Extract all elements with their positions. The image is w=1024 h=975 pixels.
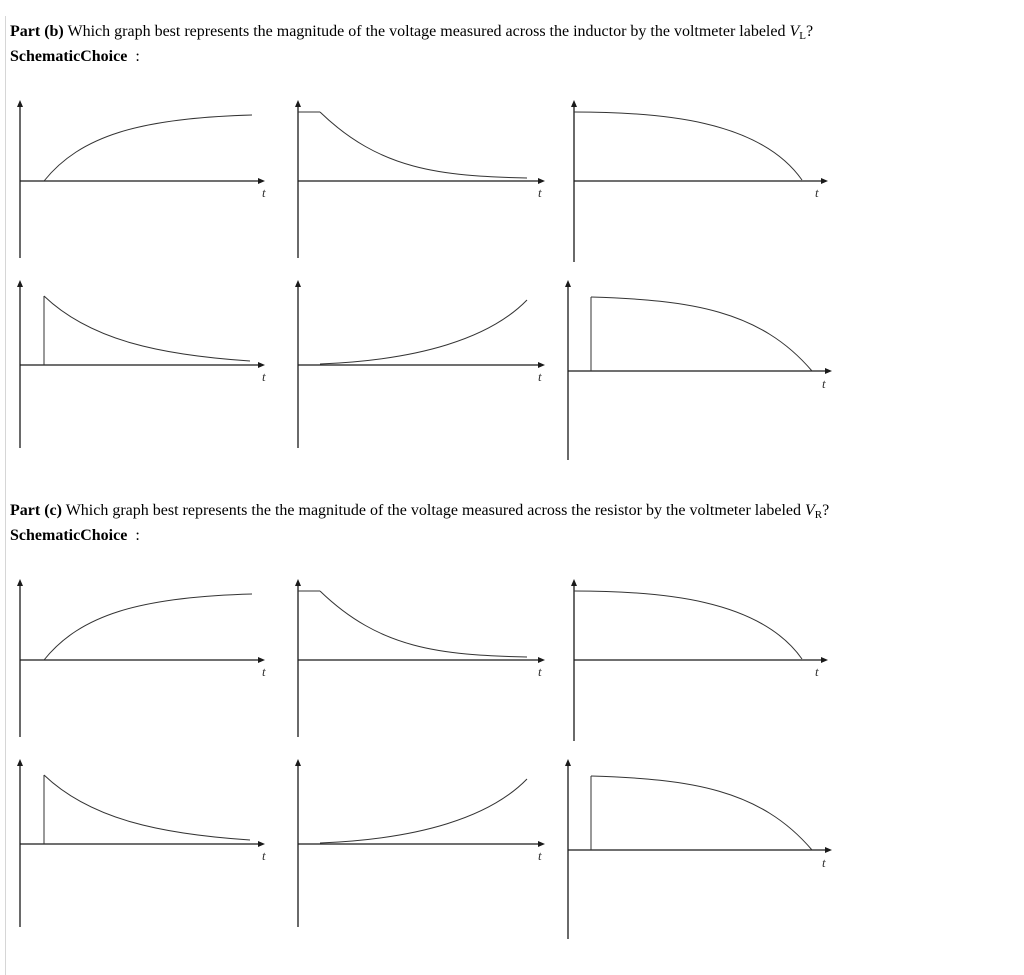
part-b-choice-title-text: SchematicChoice — [10, 48, 128, 65]
part-c-choice-4-step-then-decaying-curve[interactable] — [14, 755, 273, 929]
part-b-choice-1-rising-saturating-curve[interactable] — [14, 96, 273, 260]
part-c-graphs-svg — [0, 569, 860, 939]
part-b-choice-2-decaying-curve-from-plateau[interactable] — [292, 96, 553, 260]
time-axis-label: t — [815, 185, 819, 200]
choice-hit-area[interactable] — [14, 276, 273, 450]
part-b-choice-6-step-then-falling-curve[interactable] — [562, 276, 840, 460]
time-axis-label: t — [822, 376, 826, 391]
time-axis-label: t — [262, 664, 266, 679]
part-c-choice-2-decaying-curve-from-plateau[interactable] — [292, 575, 553, 739]
part-c-choice-separator: : — [135, 527, 140, 544]
time-axis-label: t — [538, 848, 542, 863]
choice-hit-area[interactable] — [14, 96, 273, 260]
part-b-voltmeter-symbol: V — [789, 23, 800, 40]
part-c-question — [10, 501, 829, 525]
choice-hit-area[interactable] — [14, 755, 273, 929]
part-b-choice-3-plateau-then-falling-curve[interactable] — [568, 96, 836, 264]
time-axis-label: t — [538, 185, 542, 200]
part-c-voltmeter-symbol: V — [805, 502, 815, 519]
choice-hit-area[interactable] — [568, 96, 836, 264]
part-c-choice-1-rising-saturating-curve[interactable] — [14, 575, 273, 739]
part-b-voltmeter-subscript: L — [799, 30, 806, 42]
part-b-question-text: Which graph best represents the magnitude of the voltage measured across the inductor by the voltmeter labeled — [67, 23, 786, 40]
time-axis-label: t — [262, 369, 266, 384]
part-b-graphs-svg — [0, 90, 860, 460]
time-axis-label: t — [822, 855, 826, 870]
part-c-choice-title-text: SchematicChoice — [10, 527, 128, 544]
part-c-question-text: Which graph best represents the the magnitude of the voltage measured across the resistor by the voltmeter labeled — [65, 502, 801, 519]
part-c-label: Part (c) — [10, 502, 62, 519]
time-axis-label: t — [262, 185, 266, 200]
time-axis-label: t — [538, 664, 542, 679]
part-c-choice-5-growing-exponential-curve[interactable] — [292, 755, 553, 929]
part-c-question-end: ? — [822, 502, 830, 519]
part-c-choice-6-step-then-falling-curve[interactable] — [562, 755, 840, 939]
part-c-choice-title — [10, 526, 140, 546]
part-b-question-end: ? — [805, 23, 814, 40]
part-b-choice-title — [10, 47, 140, 67]
part-b-question — [10, 22, 813, 46]
time-axis-label: t — [815, 664, 819, 679]
part-b-choice-5-growing-exponential-curve[interactable] — [292, 276, 553, 450]
choice-hit-area[interactable] — [568, 575, 836, 743]
time-axis-label: t — [538, 369, 542, 384]
part-b-choice-separator: : — [135, 48, 140, 65]
part-b-graph-choices — [0, 90, 860, 460]
choice-hit-area[interactable] — [14, 575, 273, 739]
choice-hit-area[interactable] — [562, 755, 840, 939]
part-c-choice-3-plateau-then-falling-curve[interactable] — [568, 575, 836, 743]
part-c-voltmeter-subscript: R — [814, 509, 823, 521]
time-axis-label: t — [262, 848, 266, 863]
part-b-label: Part (b) — [10, 23, 64, 40]
part-b-choice-4-step-then-decaying-curve[interactable] — [14, 276, 273, 450]
choice-hit-area[interactable] — [562, 276, 840, 460]
part-c-graph-choices — [0, 569, 860, 939]
